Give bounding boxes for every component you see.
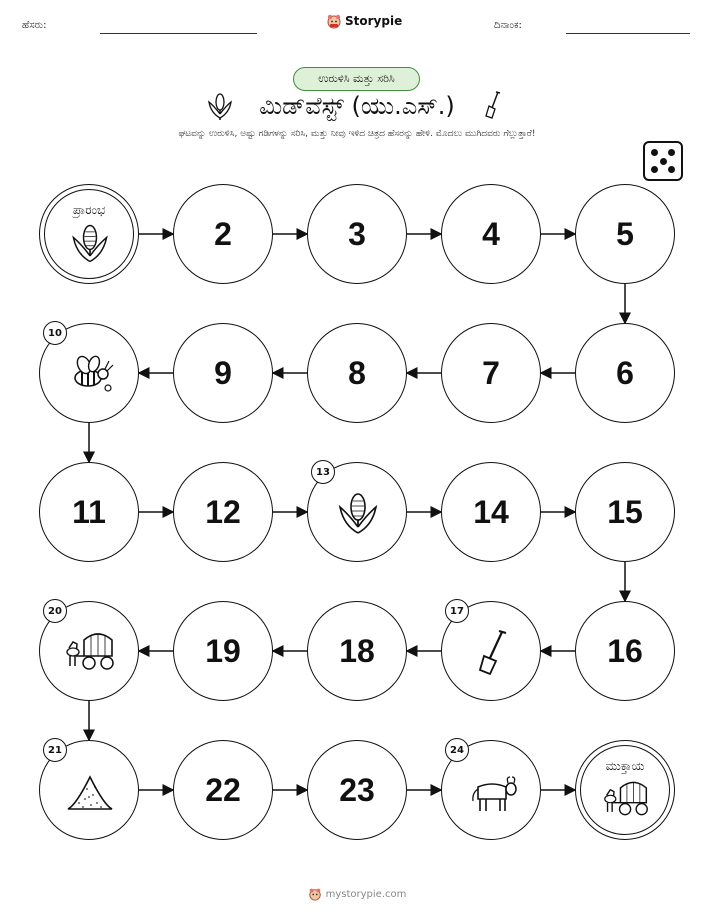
- space-number: 5: [616, 215, 634, 252]
- board-space-20: [39, 601, 139, 701]
- board-space-9: [173, 323, 273, 423]
- footer: [0, 887, 714, 901]
- board-space-16: [575, 601, 675, 701]
- board-space-18: [307, 601, 407, 701]
- space-number: 3: [348, 215, 366, 252]
- space-number-badge: 21: [43, 738, 67, 762]
- board-space-17: [441, 601, 541, 701]
- space-number: 12: [205, 493, 241, 530]
- board-space-24: [441, 740, 541, 840]
- grain-pile-icon: [64, 765, 116, 817]
- board-space-3: [307, 184, 407, 284]
- covered-wagon-icon: [64, 626, 116, 678]
- board-space-13: [307, 462, 407, 562]
- space-number: 16: [607, 632, 643, 669]
- page-title: ಮಿಡ್‌ವೆಸ್ಟ್ (ಯು.ಎಸ್.): [259, 92, 455, 120]
- board-space-12: [173, 462, 273, 562]
- shovel-icon: [466, 626, 518, 678]
- board-space-15: [575, 462, 675, 562]
- space-number-badge: 24: [445, 738, 469, 762]
- space-number-badge: 10: [43, 321, 67, 345]
- space-number: 11: [72, 493, 106, 530]
- ox-icon: [466, 765, 518, 817]
- footer-url[interactable]: mystorypie.com: [325, 888, 407, 900]
- storypie-mascot-icon: [308, 887, 322, 901]
- space-number: 18: [339, 632, 375, 669]
- bee-icon: [64, 348, 116, 400]
- board-space-5: [575, 184, 675, 284]
- board-space-7: [441, 323, 541, 423]
- space-number: 2: [214, 215, 232, 252]
- space-number: 8: [348, 354, 366, 391]
- space-number-badge: 20: [43, 599, 67, 623]
- space-number: 9: [214, 354, 232, 391]
- space-number-badge: 13: [311, 460, 335, 484]
- space-number: 15: [607, 493, 643, 530]
- space-number: 19: [205, 632, 241, 669]
- brand-name: Storypie: [345, 14, 403, 28]
- board-space-19: [173, 601, 273, 701]
- name-label: ಹೆಸರು:: [22, 20, 47, 31]
- space-number: 23: [339, 771, 375, 808]
- board-space-11: [39, 462, 139, 562]
- finish-space: [575, 740, 675, 840]
- space-number-badge: 17: [445, 599, 469, 623]
- start-space: [39, 184, 139, 284]
- board-space-2: [173, 184, 273, 284]
- corn-icon: [332, 487, 384, 539]
- board-space-10: [39, 323, 139, 423]
- board-space-14: [441, 462, 541, 562]
- board-space-23: [307, 740, 407, 840]
- board-space-4: [441, 184, 541, 284]
- start-label: ಪ್ರಾರಂಭ: [72, 203, 106, 217]
- date-label: ದಿನಾಂಕ:: [494, 20, 522, 31]
- space-number: 4: [482, 215, 500, 252]
- finish-label: ಮುಕ್ತಾಯ: [605, 759, 645, 773]
- space-number: 7: [482, 354, 500, 391]
- space-number: 14: [473, 493, 509, 530]
- corn-icon: [66, 219, 114, 267]
- space-number: 6: [616, 354, 634, 391]
- space-number: 22: [205, 771, 241, 808]
- board-space-8: [307, 323, 407, 423]
- instructions: ಘಟವನ್ನು ಉರುಳಿಸಿ, ಅಷ್ಟು ಗಡಿಗಳನ್ನು ಸರಿಸಿ, ಮತ್ತು ನೀವು ಇಳಿದ ಚಿತ್ರದ ಹೆಸರನ್ನು ಹೇಳಿ. ಮೊದಲು ಮುಗಿದವರು ಗೆಲ್ಲುತ್ತಾರೆ!: [178, 129, 536, 139]
- covered-wagon-icon: [602, 775, 650, 823]
- board-space-21: [39, 740, 139, 840]
- activity-tag: ಉರುಳಿಸಿ ಮತ್ತು ಸರಿಸಿ: [293, 67, 420, 91]
- board-space-22: [173, 740, 273, 840]
- board-space-6: [575, 323, 675, 423]
